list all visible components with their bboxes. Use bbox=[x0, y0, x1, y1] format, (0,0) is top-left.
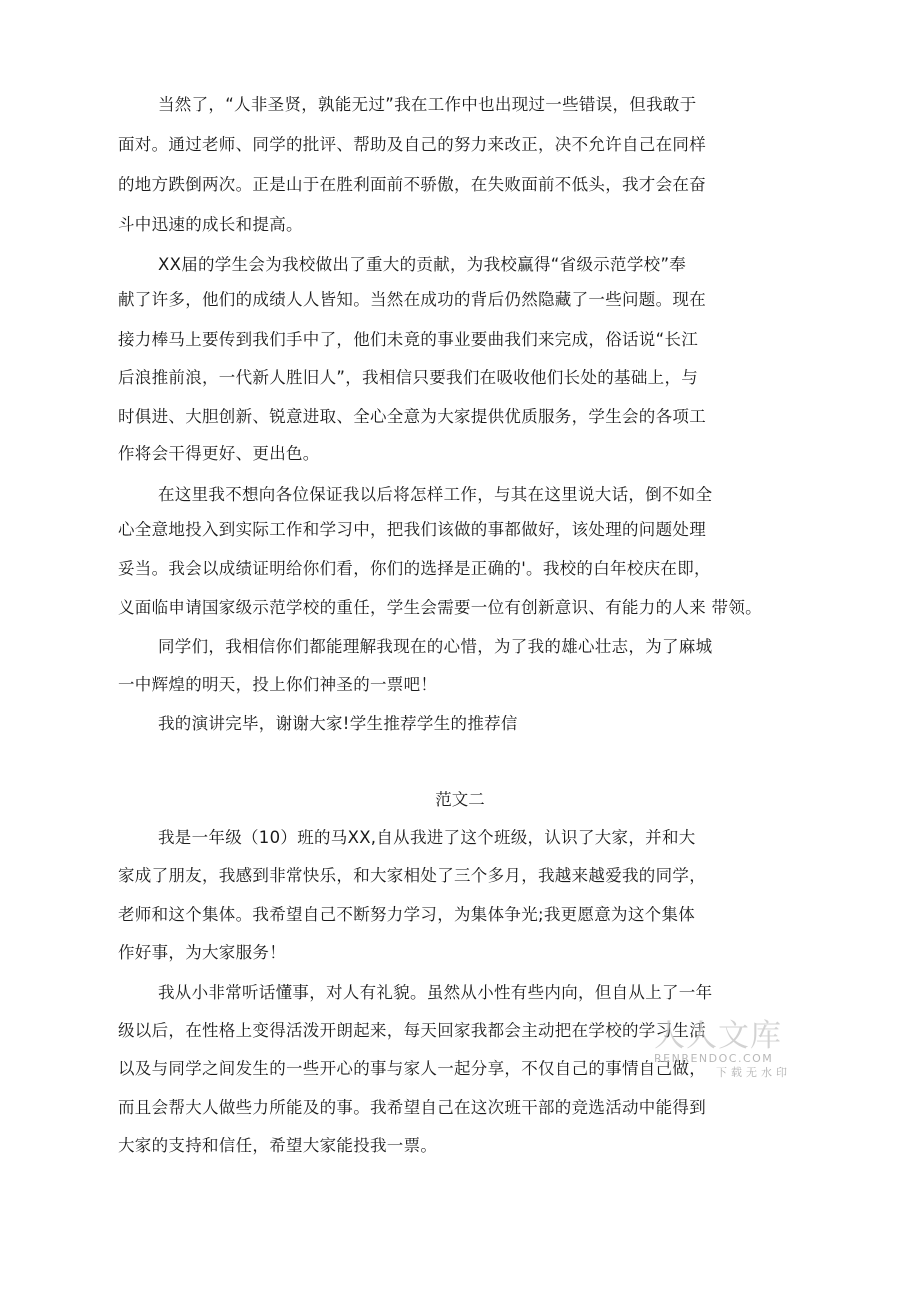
text-line: XX届的学生会为我校做出了重大的贡献，为我校赢得“省级示范学校”奉 bbox=[158, 255, 687, 274]
text-line: 在这里我不想向各位保证我以后将怎样工作，与其在这里说大话，倒不如全 bbox=[158, 485, 713, 504]
text-line: 我的演讲完毕，谢谢大家!学生推荐学生的推荐信 bbox=[158, 714, 518, 733]
text-line: 心全意地投入到实际工作和学习中，把我们该做的事都做好，该处理的问题处理 bbox=[118, 520, 706, 539]
text-line: 以及与同学之间发生的一些开心的事与家人一起分享，不仅自己的事情自己做， bbox=[118, 1059, 706, 1078]
text-line: 一中辉煌的明天，投上你们神圣的一票吧！ bbox=[118, 675, 438, 694]
text-line: 接力棒马上要传到我们手中了，他们未竟的事业要曲我们来完成，俗话说“长江 bbox=[118, 330, 699, 349]
text-line: 义面临申请国家级示范学校的重任，学生会需要一位有创新意识、有能力的人来 带领。 bbox=[118, 598, 762, 617]
text-line: 同学们，我相信你们都能理解我现在的心惜，为了我的雄心壮志，为了麻城 bbox=[158, 637, 713, 656]
text-line: 作将会干得更好、更出色。 bbox=[118, 444, 320, 463]
text-line: 级以后，在性格上变得活泼开朗起来，每天回家我都会主动把在学校的学习生活 bbox=[118, 1021, 706, 1040]
text-line: 我从小非常听话懂事，对人有礼貌。虽然从小性有些内向，但自从上了一年 bbox=[158, 983, 713, 1002]
text-line: 后浪推前浪，一代新人胜旧人”，我相信只要我们在吸收他们长处的基础上，与 bbox=[118, 368, 699, 387]
watermark-title: 人人文库 bbox=[654, 1018, 782, 1054]
text-line: 当然了，“人非圣贤，孰能无过”我在工作中也出现过一些错误，但我敢于 bbox=[158, 95, 697, 114]
text-line: 的地方跌倒两次。正是山于在胜利面前不骄傲，在失败面前不低头，我才会在奋 bbox=[118, 175, 706, 194]
section-heading: 范文二 bbox=[435, 790, 485, 809]
watermark-url: RENRENDOC.COM bbox=[654, 1052, 774, 1065]
text-line: 家成了朋友，我感到非常快乐，和大家相处了三个多月，我越来越爱我的同学， bbox=[118, 866, 706, 885]
watermark-tag: 下载无水印 bbox=[716, 1066, 791, 1079]
text-line: 老师和这个集体。我希望自己不断努力学习，为集体争光;我更愿意为这个集体 bbox=[118, 905, 696, 924]
text-line: 献了许多，他们的成绩人人皆知。当然在成功的背后仍然隐藏了一些问题。现在 bbox=[118, 290, 706, 309]
text-line: 斗中迅速的成长和提高。 bbox=[118, 215, 303, 234]
text-line: 而且会帮大人做些力所能及的事。我希望自己在这次班干部的竞选活动中能得到 bbox=[118, 1098, 706, 1117]
text-line: 作好事，为大家服务！ bbox=[118, 943, 286, 962]
text-line: 大家的支持和信任，希望大家能投我一票。 bbox=[118, 1136, 438, 1155]
text-line: 妥当。我会以成绩证明给你们看，你们的选择是正确的'。我校的白年校庆在即， bbox=[118, 559, 711, 578]
text-line: 我是一年级（10）班的马XX,自从我进了这个班级，认识了大家，并和大 bbox=[158, 828, 696, 847]
text-line: 时俱进、大胆创新、锐意进取、全心全意为大家提供优质服务，学生会的各项工 bbox=[118, 407, 706, 426]
text-line: 面对。通过老师、同学的批评、帮助及自己的努力来改正，决不允许自己在同样 bbox=[118, 135, 706, 154]
